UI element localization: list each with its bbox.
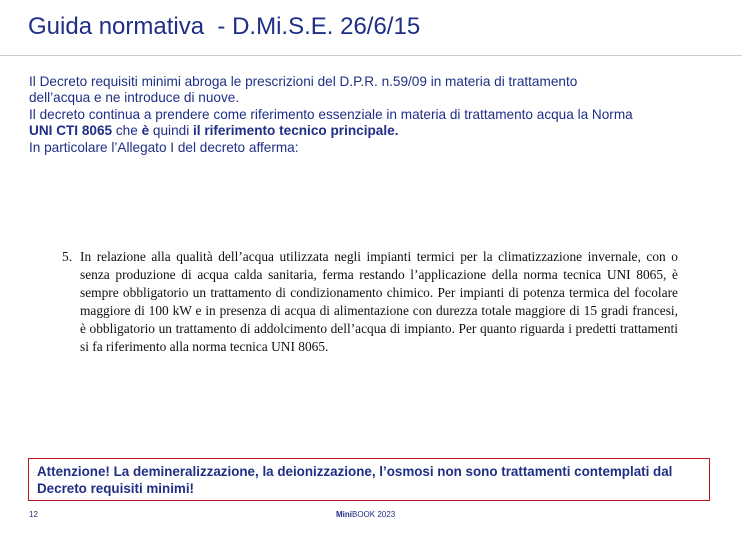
slide-title: Guida normativa - D.Mi.S.E. 26/6/15 bbox=[28, 13, 421, 40]
intro-line-1: Il Decreto requisiti minimi abroga le prescrizioni del D.P.R. n.59/09 in materia di trattamento bbox=[29, 74, 578, 89]
page-number: 12 bbox=[29, 510, 38, 519]
intro-line-4 bbox=[29, 123, 729, 139]
norm-name: UNI CTI 8065 bbox=[29, 123, 113, 139]
footer-brand-suffix: BOOK 2023 bbox=[352, 510, 396, 519]
intro-line-4-verb: è bbox=[141, 123, 150, 139]
intro-line-4-text-1: che bbox=[112, 123, 142, 139]
technical-reference-phrase: il riferimento tecnico principale. bbox=[193, 123, 399, 139]
intro-line-2: dell’acqua e ne introduce di nuove. bbox=[29, 90, 240, 106]
footer-brand bbox=[336, 510, 395, 519]
quote-text: In relazione alla qualità dell’acqua utilizzata negli impianti termici per la climatizzazione invernale, con o senza produzione di acqua calda sanitaria, ferma restando l’applicazione della norma tecnica UNI 8065, è sempre obbligatorio un trattamento di condizionamento chimico. Per impianti di potenza termica del focolare maggiore di 100 kW e in presenza di acqua di alimentazione con durezza totale maggiore di 15 gradi francesi, è obbligatorio un trattamento di addolcimento dell’acqua di impianto. Per quanto riguarda i predetti trattamenti si fa riferimento alla norma tecnica UNI 8065. bbox=[80, 249, 678, 355]
title-divider bbox=[0, 55, 742, 56]
decree-quote bbox=[62, 248, 678, 357]
intro-line-5: In particolare l’Allegato I del decreto afferma: bbox=[29, 139, 299, 155]
warning-box: Attenzione! La demineralizzazione, la deionizzazione, l’osmosi non sono trattamenti contemplati dal Decreto requisiti minimi! bbox=[28, 458, 710, 501]
intro-line-3: Il decreto continua a prendere come riferimento essenziale in materia di trattamento acqua la Norma bbox=[29, 106, 633, 122]
quote-item-number: 5. bbox=[62, 249, 73, 264]
intro-line-4-text-2: quindi bbox=[149, 123, 193, 139]
intro-paragraph bbox=[29, 74, 729, 156]
footer-brand-prefix: Mini bbox=[336, 510, 352, 519]
